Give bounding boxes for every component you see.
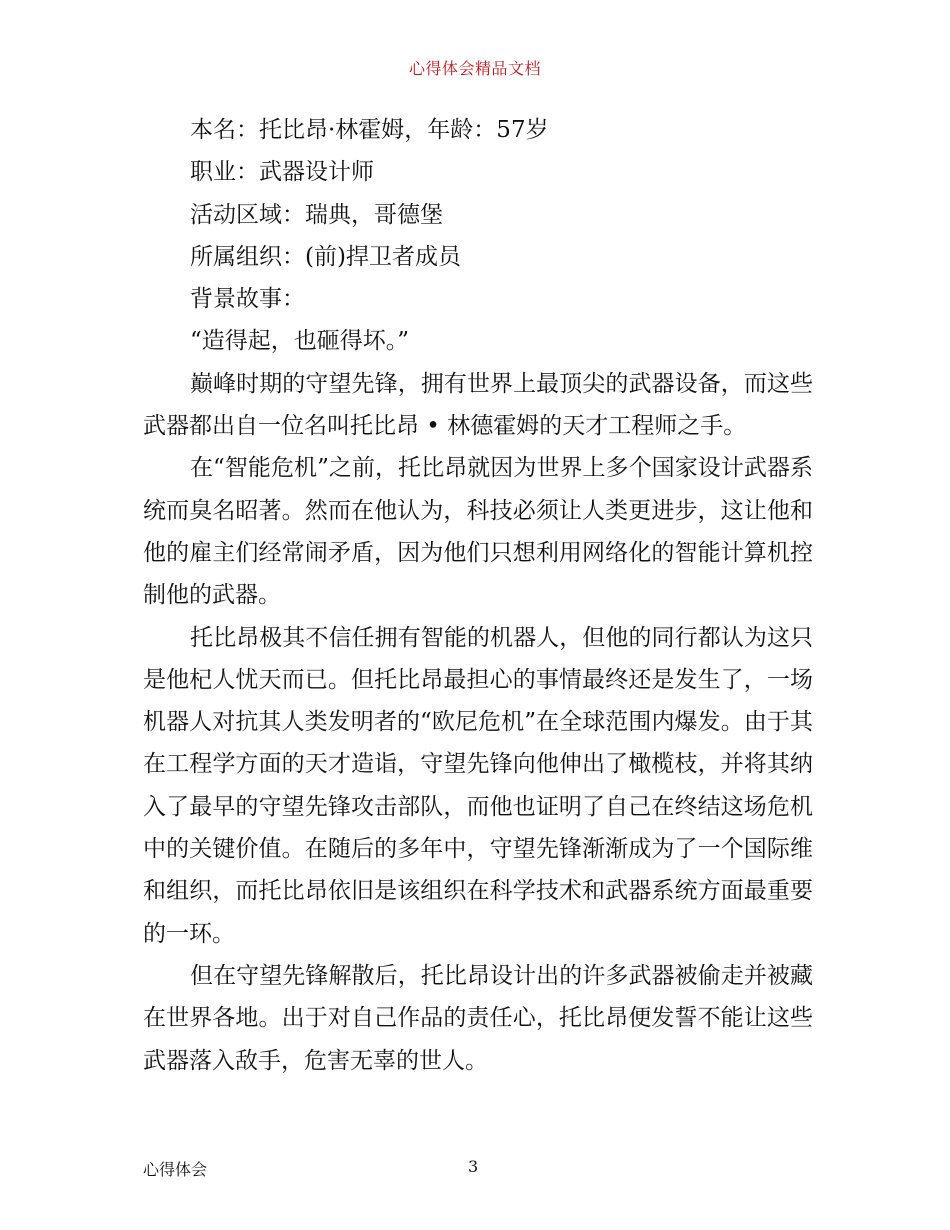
quote-line: “造得起，也砸得坏。” — [190, 328, 410, 355]
footer-left-text: 心得体会 — [143, 1160, 208, 1179]
profile-name-line: 本名：托比昂·林霍姆，年龄：57岁 — [190, 117, 549, 143]
profile-area-line: 活动区域：瑞典，哥德堡 — [190, 201, 443, 228]
page-number: 3 — [468, 1157, 479, 1176]
paragraph: 托比昂极其不信任拥有智能的机器人，但他的同行都认为这只是他杞人忧天而已。但托比昂最担心的事情最终还是发生了，一场机器人对抗其人类发明者的“欧尼危机”在全球范围内爆发。由于其在工程学方面的天才造诣，守望先锋向他伸出了橄榄枝，并将其纳入了最早的守望先锋攻击部队，而他也证明了自己在终结这场危机中的关键价值。在随后的多年中，守望先锋渐渐成为了一个国际维和组织，而托比昂依旧是该组织在科学技术和武器系统方面最重要的一环。 — [143, 624, 813, 947]
profile-org-line: 所属组织：(前)捍卫者成员 — [190, 243, 461, 270]
paragraph: 在“智能危机”之前，托比昂就因为世界上多个国家设计武器系统而臭名昭著。然而在他认为，科技必须让人类更进步，这让他和他的雇主们经常闹矛盾，因为他们只想利用网络化的智能计算机控制他的武器。 — [143, 455, 813, 609]
profile-job-line: 职业：武器设计师 — [190, 159, 374, 186]
page-header-title: 心得体会精品文档 — [408, 59, 541, 78]
story-label: 背景故事： — [190, 286, 305, 313]
paragraph: 巅峰时期的守望先锋，拥有世界上最顶尖的武器设备，而这些武器都出自一位名叫托比昂 • 林德霍姆的天才工程师之手。 — [143, 370, 813, 440]
paragraph: 但在守望先锋解散后，托比昂设计出的许多武器被偷走并被藏在世界各地。出于对自己作品的责任心，托比昂便发誓不能让这些武器落入敌手，危害无辜的世人。 — [143, 962, 813, 1074]
document-body — [143, 109, 813, 1082]
